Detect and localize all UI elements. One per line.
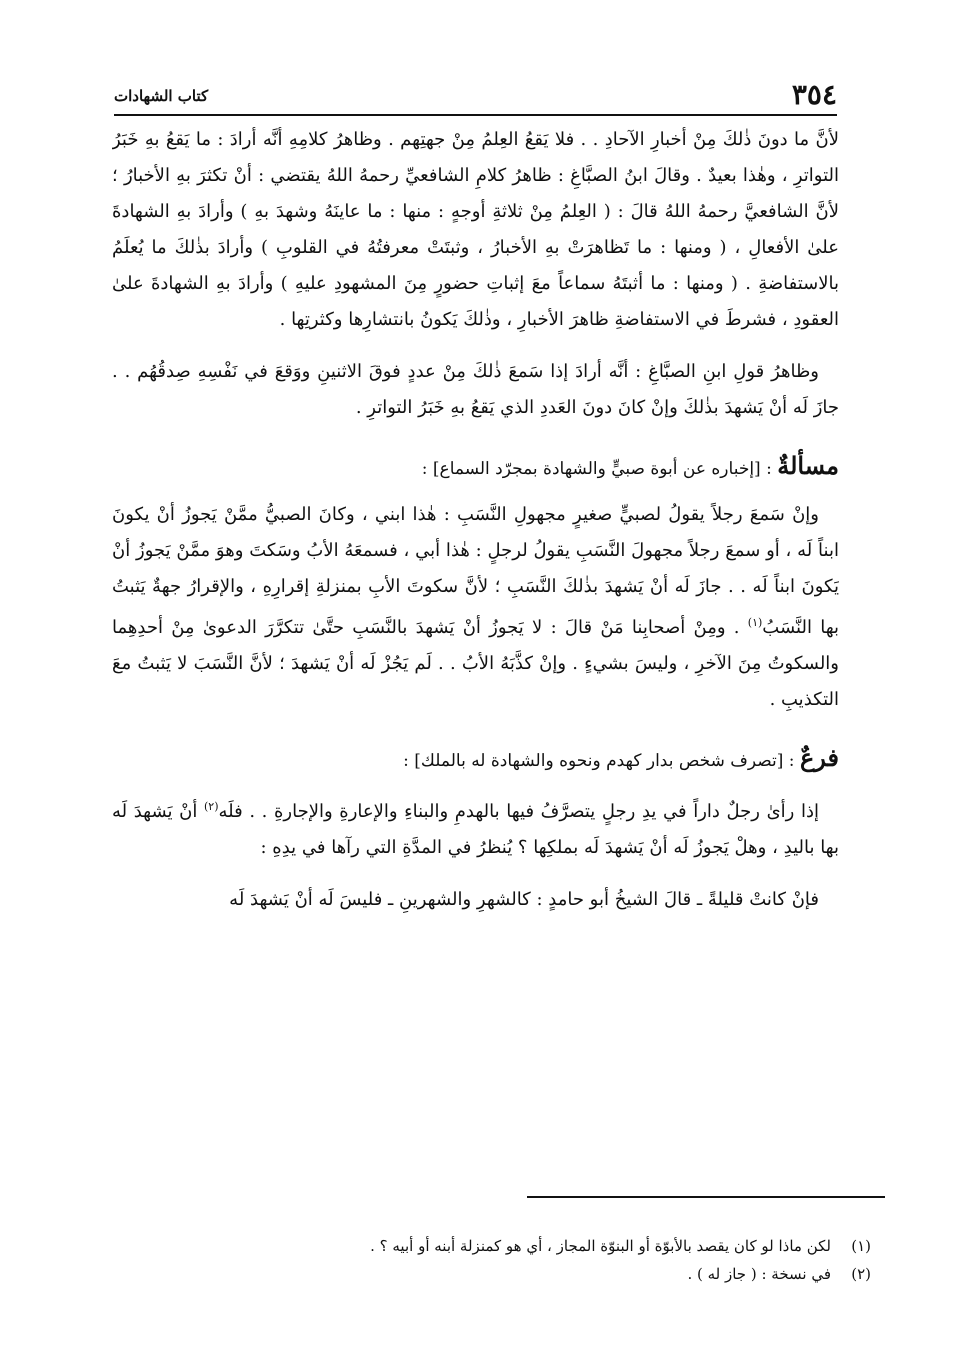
footnote-text: في نسخة : ( جاز له ) . bbox=[687, 1265, 831, 1283]
paragraph: فإنْ كانتْ قليلةً ـ قالَ الشيخُ أبو حامدٍ : كالشهرِ والشهرينِ ـ فليسَ لَه أنْ يَشهدَ لَه bbox=[229, 889, 819, 910]
paragraph bbox=[112, 789, 839, 866]
footnote bbox=[112, 1232, 871, 1260]
paragraph-text: وإنْ سَمعَ رجلاً يقولُ لصبيٍّ صغيرٍ مجهولِ النَّسَبِ : هٰذا ابني ، وكانَ الصبيُّ ممَّنْ يَجوزُ أنْ يكونَ ابناً لَه ، أو سمعَ رجلاً مجهولَ النَّسَبِ يقولُ لرجلٍ : هٰذا أبي ، فسمعَهُ الأبُ وسَكتَ وهوَ ممَّنْ يَجوزُ أنْ يَكونَ ابناً لَه . . جازَ لَه أنْ يَشهدَ بذٰلكَ النَّسَبِ ؛ لأنَّ سكوتَ الأبِ بمنزلةِ إقرارِهِ ، والإقرارُ جهةٌ يَثبتُ بها النَّسَبُ bbox=[112, 504, 839, 638]
footnote-text: لكن ماذا لو كان يقصد بالأبوّة أو البنوّة المجاز ، أي هو كمنزلة أبنه أو أبيه ؟ . bbox=[370, 1237, 831, 1255]
heading-label: فرعٌ bbox=[799, 743, 839, 772]
paragraph: لأنَّ ما دونَ ذٰلكَ مِنْ أخبارِ الآحادِ . . فلا يَقعُ العِلمُ مِنْ جهتِهم . وظاهرُ كلامِهِ أنَّه أرادَ : ما يَقعُ بهِ خَبَرُ التواترِ ، وهٰذا بعيدٌ . وقالَ ابنُ الصبَّاغِ : ظاهرُ كلامِ الشافعيِّ رحمهُ اللهُ يقتضي : أنْ تكثرَ بهِ الأخبارُ ؛ لأنَّ الشافعيَّ رحمهُ اللهُ قالَ : ( العِلمُ مِنْ ثلاثةِ أوجهٍ : منها : ما عاينَهُ وشهدَ بهِ ) وأرادَ بهِ الشهادةَ علىٰ الأفعالِ ، ( ومنها : ما تَظاهرَتْ بهِ الأخبارُ ، وثبتَتْ معرفتُهُ في القلوبِ ) وأرادَ بذٰلكَ ما يُعلَمُ بالاستفاضةِ . ( ومنها : ما أثبتَهُ سماعاً معَ إثباتِ حضورٍ مِنَ المشهودِ عليهِ ) وأرادَ بهِ الشهادةَ علىٰ العقودِ ، فشرطَ في الاستفاضةِ ظاهرَ الأخبارِ ، وذٰلكَ يَكونُ بانتشارِها وكثرتِها . bbox=[112, 129, 839, 330]
footnote-marker[interactable]: (١) bbox=[747, 616, 763, 629]
main-text bbox=[112, 122, 839, 1184]
heading-label: مسألةٌ bbox=[777, 451, 839, 480]
footnote-number: (١) bbox=[851, 1237, 871, 1255]
paragraph-text: أنْ يَشهدَ لَه بها باليدِ ، وهلْ يَجوزُ لَه أنْ يَشهدَ لَه بملكِها ؟ يُنظرُ في المدَّةِ التي رآها في يدِهِ : bbox=[112, 801, 839, 858]
paragraph bbox=[112, 497, 839, 718]
heading-title: : [تصرف شخص بدار كهدم ونحوه والشهادة له بالملك] : bbox=[403, 751, 800, 771]
running-title: كتاب الشهادات bbox=[114, 87, 209, 105]
footnotes bbox=[112, 1232, 871, 1288]
section-heading-masala bbox=[112, 448, 839, 487]
footnote-number: (٢) bbox=[851, 1265, 871, 1283]
page-header bbox=[114, 78, 837, 116]
footnote-divider bbox=[527, 1196, 885, 1198]
paragraph: وظاهرُ قولِ ابنِ الصبَّاغِ : أنَّه أرادَ إذا سَمعَ ذٰلكَ مِنْ عددٍ فوقَ الاثنينِ ووَقعَ في نَفْسِهِ صِدقُهُم . . جازَ لَه أنْ يَشهدَ بذٰلكَ وإنْ كانَ دونَ العَددِ الذي يَقعُ بهِ خَبَرُ التواترِ . bbox=[112, 361, 839, 418]
paragraph-text: إذا رأىٰ رجلٌ داراً في يدِ رجلٍ يتصرَّفُ فيها بالهدمِ والبناءِ والإعارةِ والإجارةِ . . فلَه bbox=[218, 801, 819, 822]
page-number: ٣٥٤ bbox=[791, 78, 837, 111]
footnote-marker[interactable]: (٢) bbox=[203, 800, 219, 813]
footnote bbox=[112, 1260, 871, 1288]
section-heading-far bbox=[112, 740, 839, 779]
paragraph-text: . ومِنْ أصحابِنا مَنْ قالَ : لا يَجوزُ أنْ يَشهدَ بالنَّسَبِ حتَّىٰ تتكرَّرَ الدعوىٰ مِنْ أحدِهِما والسكوتُ مِنَ الآخرِ ، وليسَ بشيءٍ . وإنْ كذَّبَهُ الأبُ . . لَم يَجُزْ لَه أنْ يَشهدَ ؛ لأنَّ النَّسَبَ لا يَثبتُ معَ التكذيبِ . bbox=[112, 617, 839, 710]
heading-title: : [إخباره عن أبوة صبيٍّ والشهادة بمجرّد السماع] : bbox=[421, 459, 778, 479]
